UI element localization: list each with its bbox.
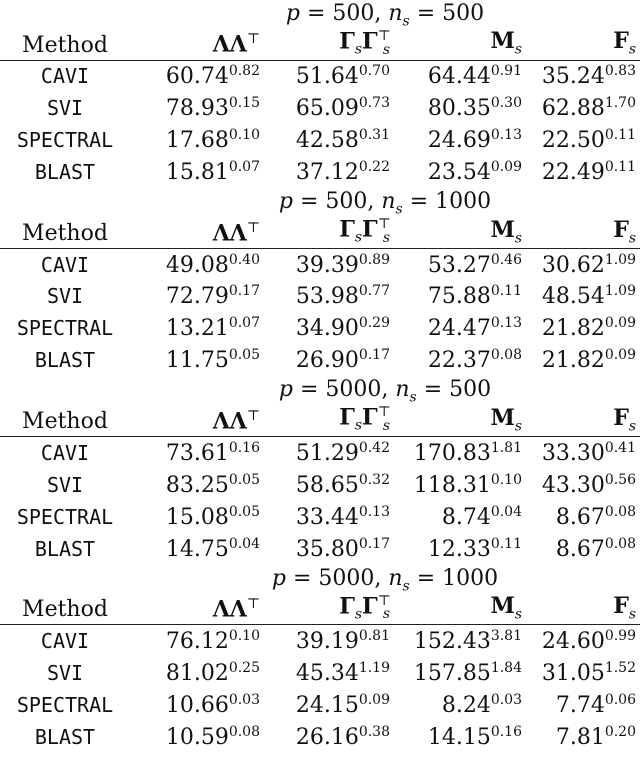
p-value: = 5000, (292, 565, 382, 591)
gamma-cell: $45.34^{1.19}$ (295, 659, 390, 686)
header-method: Method (22, 220, 108, 246)
m-cell: $8.74^{0.04}$ (441, 503, 522, 530)
method-cell: SPECTRAL (16, 692, 114, 717)
p-value: = 500, (306, 1, 382, 26)
table-row (0, 533, 640, 565)
n-subscript: s (395, 201, 403, 218)
method-cell: SVI (46, 96, 84, 121)
header-f: $F_s$ (613, 404, 636, 435)
header-row (0, 216, 640, 248)
header-row (0, 28, 640, 60)
lambda-cell: $15.81^{0.07}$ (165, 159, 260, 186)
method-cell: CAVI (40, 252, 90, 277)
m-cell: $23.54^{0.09}$ (427, 159, 522, 186)
m-cell: $152.43^{3.81}$ (413, 628, 522, 655)
method-cell: CAVI (40, 64, 90, 89)
table-row (0, 248, 640, 280)
table-row (0, 124, 640, 156)
f-cell: $30.62^{1.09}$ (541, 251, 636, 278)
block-body (0, 625, 640, 753)
header-gamma: $\Gamma_s\Gamma^⊤_s$ (339, 592, 391, 623)
method-cell: SPECTRAL (16, 128, 114, 153)
header-lambda: ΛΛ⊤ (212, 219, 260, 246)
gamma-cell: $26.90^{0.17}$ (295, 347, 390, 374)
header-m: $M_s$ (490, 216, 522, 246)
method-cell: BLAST (34, 160, 96, 185)
block-table (0, 404, 640, 564)
gamma-cell: $51.29^{0.42}$ (295, 439, 390, 466)
f-cell: $43.30^{0.56}$ (541, 471, 636, 498)
n-value: = 1000 (409, 189, 492, 215)
gamma-cell: $39.19^{0.81}$ (295, 628, 390, 655)
m-cell: $8.24^{0.03}$ (441, 691, 522, 718)
block-body (0, 60, 640, 188)
block-caption (0, 0, 640, 28)
lambda-cell: $15.08^{0.05}$ (165, 503, 260, 530)
f-cell: $35.24^{0.83}$ (541, 63, 636, 90)
m-cell: $170.83^{1.81}$ (413, 439, 522, 466)
f-cell: $22.50^{0.11}$ (541, 127, 636, 154)
table-row (0, 721, 640, 753)
table-row (0, 156, 640, 188)
table-block (0, 376, 640, 564)
table-row (0, 501, 640, 533)
f-cell: $7.74^{0.06}$ (555, 691, 636, 718)
table-row (0, 92, 640, 124)
m-cell: $53.27^{0.46}$ (427, 251, 522, 278)
header-gamma: $\Gamma_s\Gamma^⊤_s$ (339, 216, 391, 246)
method-cell: SVI (46, 660, 84, 685)
n-subscript: s (402, 578, 410, 595)
f-cell: $22.49^{0.11}$ (541, 159, 636, 186)
lambda-cell: $81.02^{0.25}$ (165, 659, 260, 686)
n-symbol: n (395, 377, 410, 403)
m-cell: $14.15^{0.16}$ (427, 723, 522, 750)
header-m: $M_s$ (490, 28, 522, 58)
header-row (0, 404, 640, 436)
n-value: = 500 (416, 1, 485, 26)
p-value: = 500, (299, 189, 375, 215)
block-table (0, 28, 640, 188)
header-m: $M_s$ (490, 592, 522, 623)
header-method: Method (22, 409, 108, 435)
p-symbol: p (285, 1, 300, 26)
f-cell: $62.88^{1.70}$ (541, 95, 636, 122)
block-table (0, 593, 640, 753)
lambda-cell: $76.12^{0.10}$ (165, 628, 260, 655)
header-gamma: $\Gamma_s\Gamma^⊤_s$ (339, 28, 391, 58)
gamma-cell: $26.16^{0.38}$ (295, 723, 390, 750)
header-lambda: ΛΛ⊤ (212, 596, 260, 623)
block-body (0, 248, 640, 376)
block-body (0, 437, 640, 565)
method-cell: CAVI (40, 440, 90, 465)
f-cell: $21.82^{0.09}$ (541, 347, 636, 374)
table-row (0, 312, 640, 344)
f-cell: $8.67^{0.08}$ (555, 503, 636, 530)
gamma-cell: $33.44^{0.13}$ (295, 503, 390, 530)
n-symbol: n (381, 189, 396, 215)
lambda-cell: $73.61^{0.16}$ (165, 439, 260, 466)
gamma-cell: $58.65^{0.32}$ (295, 471, 390, 498)
f-cell: $33.30^{0.41}$ (541, 439, 636, 466)
header-method: Method (22, 597, 108, 623)
header-f: $F_s$ (613, 592, 636, 623)
lambda-cell: $17.68^{0.10}$ (165, 127, 260, 154)
f-cell: $7.81^{0.20}$ (555, 723, 636, 750)
method-cell: SVI (46, 472, 84, 497)
block-caption (0, 376, 640, 404)
header-m: $M_s$ (490, 404, 522, 435)
f-cell: $48.54^{1.09}$ (541, 283, 636, 310)
gamma-cell: $39.39^{0.89}$ (295, 251, 390, 278)
method-cell: BLAST (34, 536, 96, 561)
gamma-cell: $53.98^{0.77}$ (295, 283, 390, 310)
lambda-cell: $83.25^{0.05}$ (165, 471, 260, 498)
n-subscript: s (409, 389, 417, 406)
table-row (0, 657, 640, 689)
gamma-cell: $37.12^{0.22}$ (295, 159, 390, 186)
m-cell: $80.35^{0.30}$ (427, 95, 522, 122)
lambda-cell: $10.66^{0.03}$ (165, 691, 260, 718)
m-cell: $22.37^{0.08}$ (427, 347, 522, 374)
n-value: = 500 (423, 377, 492, 403)
m-cell: $118.31^{0.10}$ (413, 471, 522, 498)
f-cell: $8.67^{0.08}$ (555, 535, 636, 562)
gamma-cell: $24.15^{0.09}$ (295, 691, 390, 718)
lambda-cell: $11.75^{0.05}$ (165, 347, 260, 374)
p-symbol: p (278, 189, 293, 215)
lambda-cell: $72.79^{0.17}$ (165, 283, 260, 310)
table-row (0, 625, 640, 657)
method-cell: BLAST (34, 348, 96, 373)
n-subscript: s (402, 13, 410, 30)
n-value: = 1000 (416, 565, 499, 591)
table-row (0, 60, 640, 92)
table-row (0, 689, 640, 721)
lambda-cell: $60.74^{0.82}$ (165, 63, 260, 90)
gamma-cell: $42.58^{0.31}$ (295, 127, 390, 154)
m-cell: $24.69^{0.13}$ (427, 127, 522, 154)
method-cell: SVI (46, 284, 84, 309)
method-cell: BLAST (34, 724, 96, 749)
lambda-cell: $14.75^{0.04}$ (165, 535, 260, 562)
header-f: $F_s$ (613, 28, 636, 58)
n-symbol: n (388, 565, 403, 591)
method-cell: CAVI (40, 629, 90, 654)
table-block (0, 0, 640, 188)
f-cell: $24.60^{0.99}$ (541, 628, 636, 655)
header-gamma: $\Gamma_s\Gamma^⊤_s$ (339, 404, 391, 435)
block-caption (0, 188, 640, 216)
gamma-cell: $34.90^{0.29}$ (295, 315, 390, 342)
method-cell: SPECTRAL (16, 504, 114, 529)
lambda-cell: $78.93^{0.15}$ (165, 95, 260, 122)
n-symbol: n (388, 1, 403, 26)
table-row (0, 437, 640, 469)
m-cell: $12.33^{0.11}$ (427, 535, 522, 562)
p-symbol: p (278, 377, 293, 403)
lambda-cell: $13.21^{0.07}$ (165, 315, 260, 342)
f-cell: $21.82^{0.09}$ (541, 315, 636, 342)
table-row (0, 344, 640, 376)
lambda-cell: $49.08^{0.40}$ (165, 251, 260, 278)
m-cell: $157.85^{1.84}$ (413, 659, 522, 686)
p-value: = 5000, (299, 377, 389, 403)
table-block (0, 565, 640, 753)
table-row (0, 280, 640, 312)
f-cell: $31.05^{1.52}$ (541, 659, 636, 686)
m-cell: $64.44^{0.91}$ (427, 63, 522, 90)
table-row (0, 469, 640, 501)
table-block (0, 188, 640, 376)
gamma-cell: $51.64^{0.70}$ (295, 63, 390, 90)
header-row (0, 593, 640, 625)
gamma-cell: $65.09^{0.73}$ (295, 95, 390, 122)
method-cell: SPECTRAL (16, 316, 114, 341)
p-symbol: p (271, 565, 286, 591)
header-method: Method (22, 32, 108, 58)
block-caption (0, 565, 640, 593)
header-f: $F_s$ (613, 216, 636, 246)
m-cell: $75.88^{0.11}$ (427, 283, 522, 310)
header-lambda: ΛΛ⊤ (212, 31, 260, 58)
m-cell: $24.47^{0.13}$ (427, 315, 522, 342)
header-lambda: ΛΛ⊤ (212, 407, 260, 435)
gamma-cell: $35.80^{0.17}$ (295, 535, 390, 562)
block-table (0, 216, 640, 376)
lambda-cell: $10.59^{0.08}$ (165, 723, 260, 750)
